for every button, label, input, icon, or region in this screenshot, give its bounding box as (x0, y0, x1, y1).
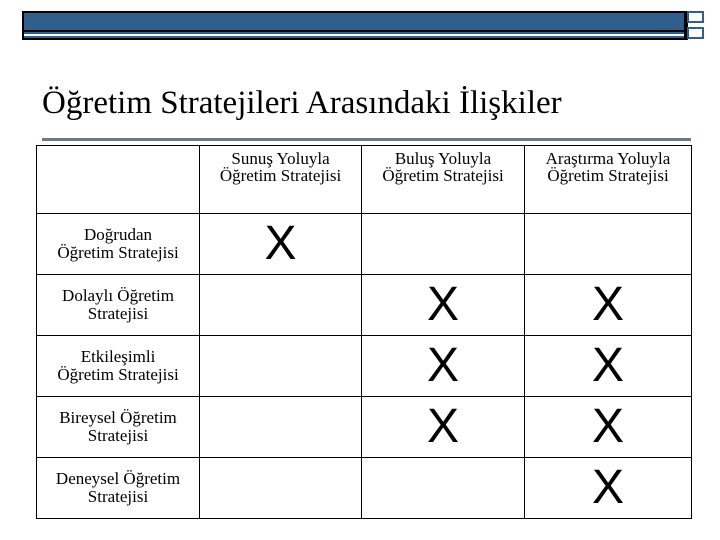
row-label-line2: Stratejisi (87, 487, 149, 506)
row-label-line2: Stratejisi (87, 426, 149, 445)
header-corner-box-bottom (687, 27, 704, 39)
row-label-line2: Stratejisi (87, 304, 149, 323)
mark-cell (200, 275, 362, 336)
mark-cell: X (362, 336, 525, 397)
row-label-line2: Öğretim Stratejisi (57, 365, 179, 384)
table-row (37, 397, 692, 458)
mark-cell (200, 397, 362, 458)
mark-cell: X (525, 275, 692, 336)
column-header-line2: Öğretim Stratejisi (219, 166, 342, 185)
header-corner-box-top (687, 11, 704, 23)
table-row (37, 458, 692, 519)
table-row (37, 214, 692, 275)
slide-title: Öğretim Stratejileri Arasındaki İlişkiler (42, 85, 562, 121)
mark-cell: X (525, 336, 692, 397)
column-header-arastirma (525, 146, 692, 214)
row-label-deneysel (37, 458, 200, 519)
table-header-row (37, 146, 692, 214)
table-row (37, 275, 692, 336)
header-decorative-bar (22, 11, 686, 40)
column-header-sunus (200, 146, 362, 214)
mark-cell (200, 336, 362, 397)
header-stripe (24, 30, 684, 32)
title-underline (42, 138, 691, 141)
mark-cell: X (362, 397, 525, 458)
column-header-line1: Araştırma Yoluyla (545, 149, 671, 168)
header-empty-cell (37, 146, 200, 214)
mark-cell (362, 458, 525, 519)
mark-cell (362, 214, 525, 275)
row-label-dogrudan (37, 214, 200, 275)
mark-cell: X (200, 214, 362, 275)
column-header-line1: Sunuş Yoluyla (231, 149, 330, 168)
strategy-relation-table (36, 145, 692, 519)
row-label-line1: Bireysel Öğretim (59, 408, 177, 427)
row-label-line1: Dolaylı Öğretim (62, 286, 174, 305)
row-label-bireysel (37, 397, 200, 458)
mark-cell (200, 458, 362, 519)
column-header-bulus (362, 146, 525, 214)
mark-cell (525, 214, 692, 275)
mark-cell: X (362, 275, 525, 336)
column-header-line1: Buluş Yoluyla (394, 149, 492, 168)
mark-cell: X (525, 458, 692, 519)
row-label-line2: Öğretim Stratejisi (57, 243, 179, 262)
row-label-line1: Deneysel Öğretim (55, 469, 181, 488)
row-label-etkilesimli (37, 336, 200, 397)
mark-cell: X (525, 397, 692, 458)
column-header-line2: Öğretim Stratejisi (547, 166, 669, 185)
header-stripe-light (24, 34, 684, 36)
row-label-line1: Doğrudan (84, 225, 152, 244)
row-label-line1: Etkileşimli (80, 347, 156, 366)
table-row (37, 336, 692, 397)
row-label-dolayli (37, 275, 200, 336)
column-header-line2: Öğretim Stratejisi (382, 166, 504, 185)
